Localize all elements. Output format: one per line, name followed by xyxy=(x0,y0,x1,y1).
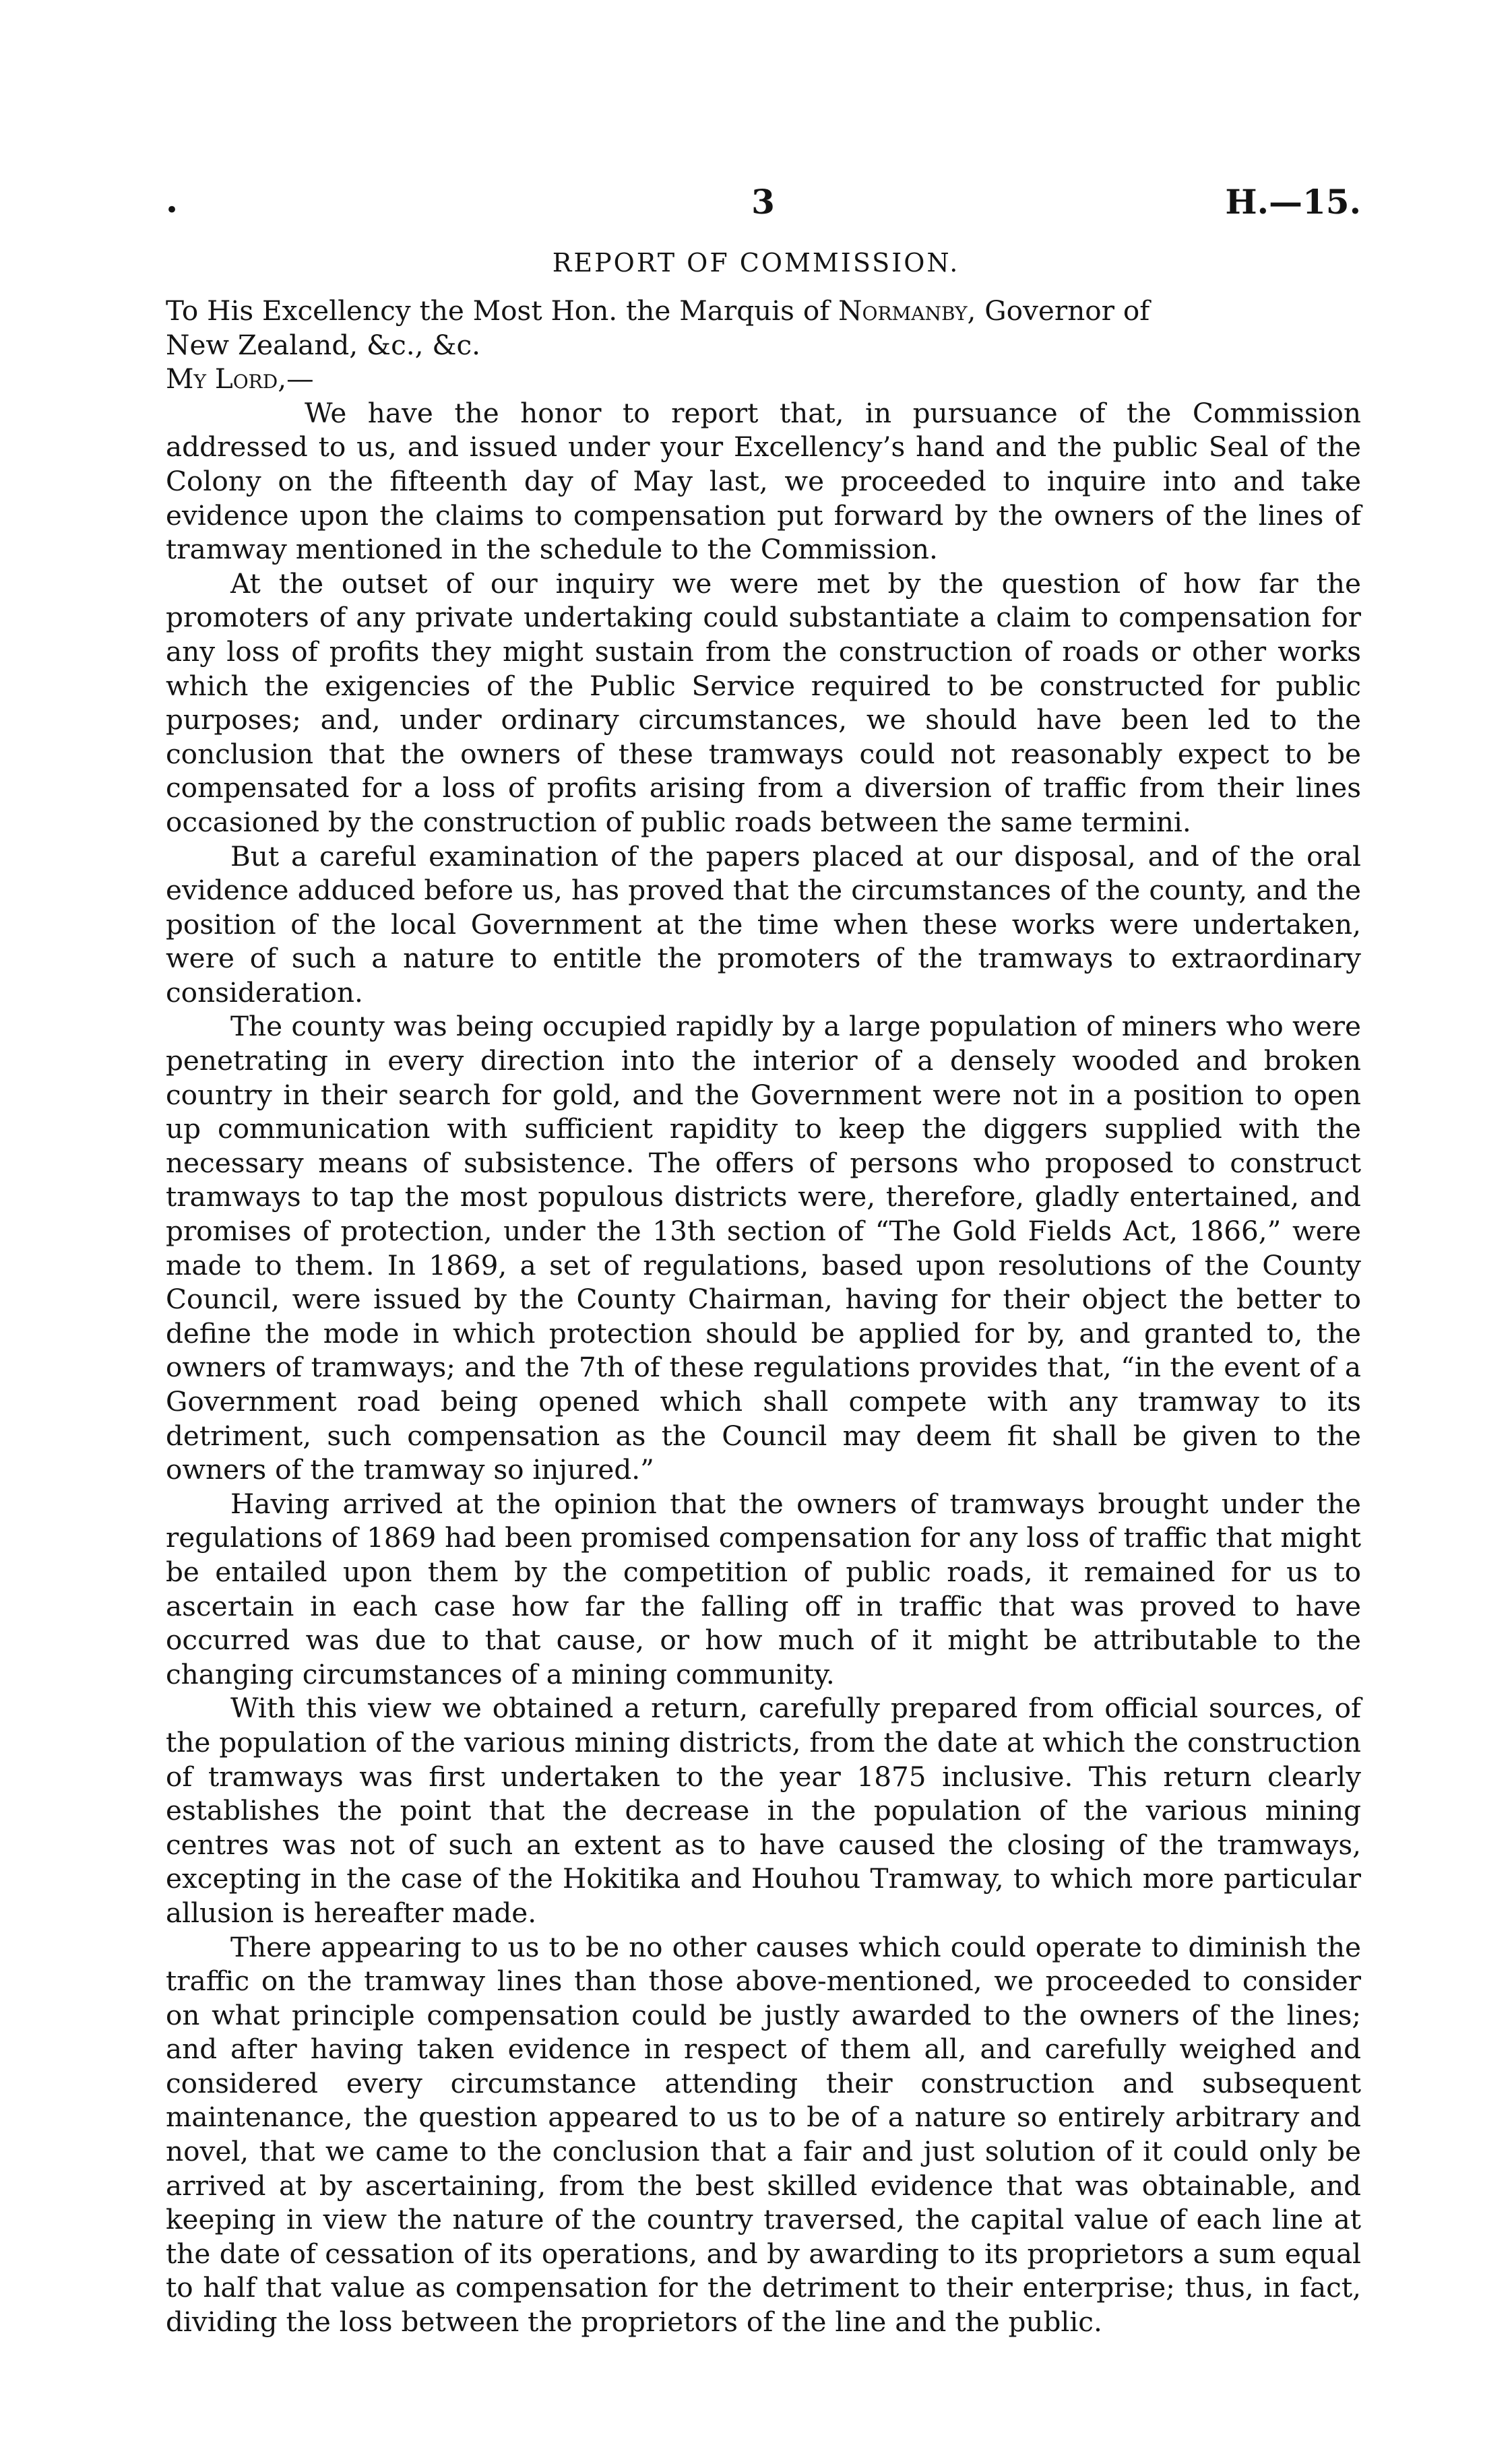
page-header xyxy=(165,182,1361,236)
page-number: 3 xyxy=(751,182,775,222)
paragraph: At the outset of our inquiry we were met by the question of how far the promoters of any private undertaking could substantiate a claim to compensation for any loss of profits they might sustain from the construction of roads or other works which the exigencies of the Public Service required to be constructed for public purposes; and, under ordinary circumstances, we should have been led to the conclusion that the owners of these tramways could not reasonably expect to be compensated for a loss of profits arising from a diversion of traffic from their lines occasioned by the construction of public roads between the same termini. xyxy=(166,567,1361,838)
paragraph: But a careful examination of the papers placed at our disposal, and of the oral evidence adduced before us, has proved that the circumstances of the county, and the position of the local Government at the time when these works were undertaken, were of such a nature to entitle the promoters of the tramways to extraordinary consideration. xyxy=(166,839,1361,1009)
bullet-mark: • xyxy=(165,197,179,224)
addressee-prefix: To His Excellency the Most Hon. the Marquis of xyxy=(166,294,839,327)
paragraph: There appearing to us to be no other causes which could operate to diminish the traffic on the tramway lines than those above-mentioned, we proceeded to consider on what principle compensation could be justly awarded to the owners of the lines; and after having taken evidence in respect of them all, and carefully weighed and considered every circumstance attending their construction and subsequent maintenance, the question appeared to us to be of a nature so entirely arbitrary and novel, that we came to the conclusion that a fair and just solution of it could only be arrived at by ascertaining, from the best skilled evidence that was obtainable, and keeping in view the nature of the country traversed, the capital value of each line at the date of cessation of its operations, and by awarding to its proprietors a sum equal to half that value as compensation for the detriment to their enterprise; thus, in fact, dividing the loss between the proprietors of the line and the public. xyxy=(166,1930,1361,2339)
addressee-name: Normanby xyxy=(838,294,968,327)
paragraph: With this view we obtained a return, carefully prepared from official sources, of the population of the various mining districts, from the date at which the construction of tramways was first undertaken to the year 1875 inclusive. This return clearly establishes the point that the decrease in the population of the various mining centres was not of such an extent as to have caused the closing of the tramways, excepting in the case of the Hokitika and Houhou Tramway, to which more particular allusion is hereafter made. xyxy=(166,1692,1361,1929)
report-body xyxy=(166,294,1361,2339)
addressee-line2: New Zealand, &c., &c. xyxy=(166,328,481,361)
paragraph: Having arrived at the opinion that the owners of tramways brought under the regulations of 1869 had been promised compensation for any loss of traffic that might be entailed upon them by the competition of public roads, it remained for us to ascertain in each case how far the falling off in traffic that was proved to have occurred was due to that cause, or how much of it might be attributable to the changing circumstances of a mining community. xyxy=(166,1487,1361,1690)
paragraph: We have the honor to report that, in pursuance of the Commission addressed to us, and issued under your Excellency’s hand and the public Seal of the Colony on the fifteenth day of May last, we proceeded to inquire into and take evidence upon the claims to compensation put forward by the owners of the lines of tramway mentioned in the schedule to the Commission. xyxy=(166,396,1361,566)
addressee xyxy=(166,294,1361,362)
addressee-suffix: , Governor of xyxy=(967,294,1150,327)
report-title: REPORT OF COMMISSION. xyxy=(552,248,960,278)
document-code: H.—15. xyxy=(1225,182,1361,222)
salutation: My Lord,— xyxy=(166,362,314,395)
paragraph: The county was being occupied rapidly by a large population of miners who were penetrating in every direction into the interior of a densely wooded and broken country in their search for gold, and the Government were not in a position to open up communication with sufficient rapidity to keep the diggers supplied with the necessary means of subsistence. The offers of persons who proposed to construct tramways to tap the most populous districts were, therefore, gladly entertained, and promises of protection, under the 13th section of “The Gold Fields Act, 1866,” were made to them. In 1869, a set of regulations, based upon resolutions of the County Council, were issued by the County Chairman, having for their object the better to define the mode in which protection should be applied for by, and granted to, the owners of tramways; and the 7th of these regulations provides that, “in the event of a Government road being opened which shall compete with any tramway to its detriment, such compensation as the Council may deem fit shall be given to the owners of the tramway so injured.” xyxy=(166,1010,1361,1486)
